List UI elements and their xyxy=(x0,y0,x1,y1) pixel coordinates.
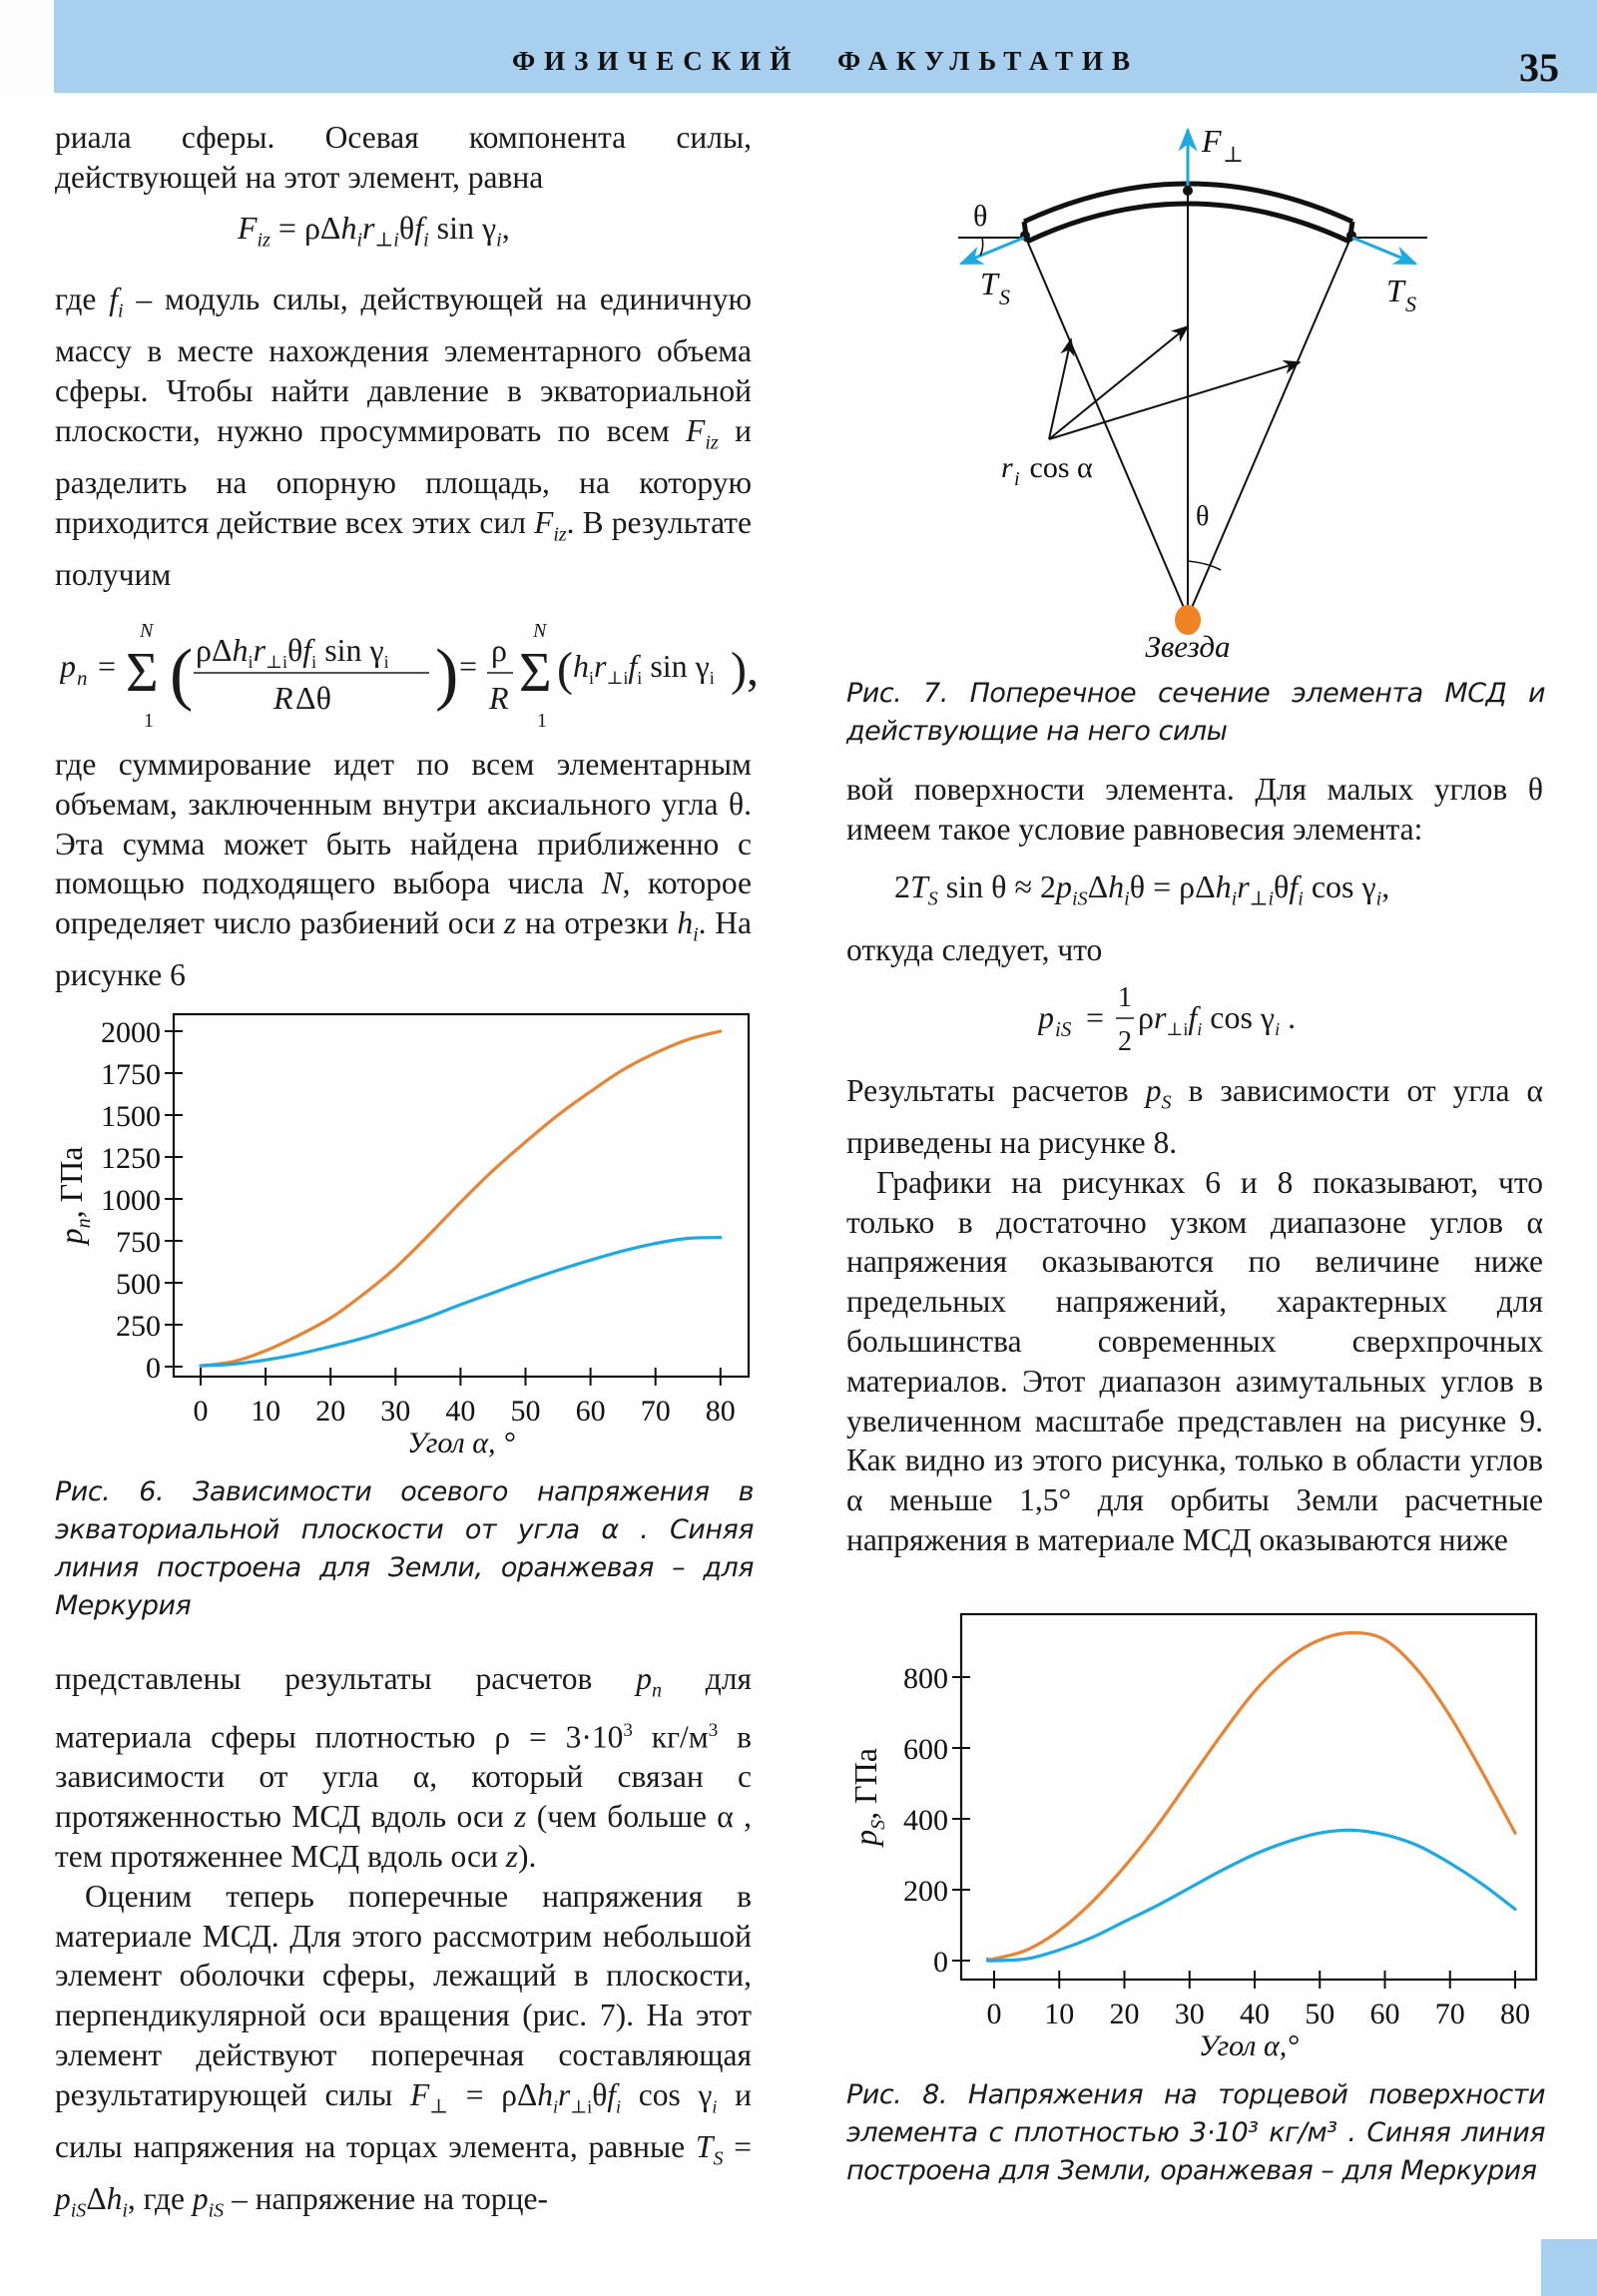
svg-text:p: p xyxy=(60,648,76,684)
svg-text:Звезда: Звезда xyxy=(1145,629,1231,664)
x-tick-label: 20 xyxy=(1109,1998,1140,2030)
svg-text:N: N xyxy=(140,620,154,642)
svg-text:),: ), xyxy=(731,643,759,696)
y-tick-label: 1500 xyxy=(101,1100,161,1133)
svg-text:⊥: ⊥ xyxy=(1223,142,1244,167)
series-line-mercury xyxy=(987,1633,1515,1960)
x-tick-label: 50 xyxy=(1305,1998,1335,2030)
svg-text:T: T xyxy=(1386,273,1404,308)
y-tick-label: 0 xyxy=(146,1352,161,1385)
svg-text:Δθ: Δθ xyxy=(295,680,331,716)
plot-frame xyxy=(961,1614,1536,1980)
svg-text:Σ: Σ xyxy=(519,642,552,704)
y-tick-label: 1000 xyxy=(101,1184,161,1217)
figure-6-caption: Рис. 6. Зависимости осевого напряжения в экваториальной плоскости от угла α . Синяя линия построена для Земли, оранжевая – для Меркурия xyxy=(55,1476,754,1621)
svg-text:r: r xyxy=(1001,451,1013,484)
figure-7-caption: Рис. 7. Поперечное сечение элемента МСД и действующие на него силы xyxy=(846,678,1545,747)
y-tick-label: 250 xyxy=(116,1310,161,1343)
paragraph-6: вой поверхности элемента. Для малых углов θ имеем такое условие равновесия элемента: xyxy=(846,772,1543,847)
svg-text:R: R xyxy=(489,680,509,716)
x-tick-label: 0 xyxy=(193,1395,209,1428)
corner-marker xyxy=(1541,2239,1597,2296)
x-tick-label: 50 xyxy=(510,1395,541,1428)
svg-text:=: = xyxy=(98,648,117,684)
y-tick-label: 800 xyxy=(903,1662,948,1695)
svg-text:1: 1 xyxy=(144,710,154,732)
paragraph-3: где суммирование идет по всем элементарным объемам, заключенным внутри аксиального угла θ. Эта сумма может быть найдена приближенно с помощью подходящего выбора числа N, которое определяет число разбиений оси z на отрезки $h_i$. На рисунке 6 xyxy=(55,747,753,993)
x-tick-label: 40 xyxy=(1240,1998,1270,2030)
svg-text:S: S xyxy=(1405,291,1416,316)
svg-text:θ: θ xyxy=(1196,501,1210,532)
x-tick-label: 60 xyxy=(1369,1998,1400,2030)
y-tick-label: 400 xyxy=(903,1804,948,1837)
svg-text:(: ( xyxy=(557,643,573,696)
svg-text:n: n xyxy=(77,666,88,690)
paragraph-8: Результаты расчетов $p_S$ в зависимости от угла α приведены на рисунке 8. Графики на рисунках 6 и 8 показывают, что только в достаточно узком диапазоне углов α напряжения оказываются по величине ниже предельных напряжений, характерных для большинства современных сверхпрочных материалов. Этот диапазон азимутальных углов в увеличенном масштабе представлен на рисунке 9. Как видно из этого рисунка, только в области углов α меньше 1,5° для орбиты Земли расчетные напряжения в материале МСД оказываются ниже xyxy=(846,1071,1543,1560)
svg-text:F: F xyxy=(1202,123,1222,159)
svg-text:cos α: cos α xyxy=(1022,451,1093,484)
svg-text:(: ( xyxy=(170,636,194,713)
svg-text:N: N xyxy=(533,620,547,642)
svg-text:S: S xyxy=(999,285,1010,309)
svg-text:): ) xyxy=(435,636,459,713)
svg-text:T: T xyxy=(980,266,998,301)
paragraph-2: где $f_i$ – модуль силы, действующей на единичную массу в месте нахождения элементарного объема сферы. Чтобы найти давление в экваториальной плоскости, нужно просуммировать по всем $F_{iz}$ и разделить на опорную площадь, на которую приходится действие всех этих сил $F_{iz}$. В результате получим xyxy=(55,282,753,592)
svg-text:i: i xyxy=(1014,468,1020,490)
y-tick-label: 600 xyxy=(903,1733,948,1766)
x-tick-label: 30 xyxy=(380,1395,411,1428)
y-axis-label: $p_S$, ГПа xyxy=(847,1748,889,1846)
x-tick-label: 10 xyxy=(1044,1998,1075,2030)
equation-equilibrium: $2T_S$ $\sin \theta \approx 2p_{iS}\Delta h_i\theta = \rho\Delta h_ir_{\perp i}\theta f_i$ $\cos \gamma_i$, xyxy=(894,868,1390,910)
svg-text:2: 2 xyxy=(1118,1026,1132,1057)
y-tick-label: 1250 xyxy=(101,1142,161,1175)
y-tick-label: 750 xyxy=(116,1226,161,1259)
running-title: ФИЗИЧЕСКИЙ ФАКУЛЬТАТИВ xyxy=(511,46,1140,76)
y-tick-label: 2000 xyxy=(101,1016,161,1049)
x-tick-label: 70 xyxy=(1434,1998,1465,2030)
x-tick-label: 60 xyxy=(575,1395,606,1428)
x-tick-label: 30 xyxy=(1174,1998,1205,2030)
svg-text:hir⊥ifi sin γi: $h_ir_{\perp i}f_i$ $\sin \gamma_i$ xyxy=(573,648,715,688)
x-tick-label: 10 xyxy=(251,1395,281,1428)
svg-text:ρr⊥ifi cos γi .: $\rho r_{\perp i}f_i$ $\cos \gamma_i$ . xyxy=(1138,999,1297,1039)
svg-text:Σ: Σ xyxy=(126,642,159,704)
x-tick-label: 80 xyxy=(1500,1998,1530,2030)
svg-text:1: 1 xyxy=(537,710,547,732)
y-tick-label: 200 xyxy=(903,1875,948,1908)
x-tick-label: 40 xyxy=(445,1395,476,1428)
svg-text:iS: iS xyxy=(1055,1017,1072,1041)
page-number: 35 xyxy=(1519,45,1559,90)
svg-text:R: R xyxy=(273,680,293,716)
y-tick-label: 500 xyxy=(116,1268,161,1301)
x-tick-label: 80 xyxy=(705,1395,736,1428)
paragraph-text: риала сферы. Осевая компонента силы, действующей на этот элемент, равна xyxy=(55,120,752,195)
svg-text:=: = xyxy=(459,648,478,684)
figure-8-caption: Рис. 8. Напряжения на торцевой поверхности элемента с плотностью 3·10³ кг/м³ . Синяя линия построена для Земли, оранжевая – для Меркурия xyxy=(846,2079,1545,2186)
svg-text:1: 1 xyxy=(1118,982,1132,1013)
svg-text:=: = xyxy=(1086,999,1105,1035)
svg-text:ρΔhir⊥iθfi sin γi: $\rho\Delta h_ir_{\perp i}\theta f_i$ $\sin \gamma_i$ xyxy=(196,632,389,672)
paragraph-9: Графики на рисунках 6 и 8 показывают, что только в достаточно узком диапазоне углов α напряжения оказываются по величине ниже предельных напряжений, характерных для большинства современных сверхпрочных материалов. Этот диапазон азимутальных углов в увеличенном масштабе представлен на рисунке 9. Как видно из этого рисунка, только в области углов α меньше 1,5° для орбиты Земли расчетные напряжения в материале МСД оказываются ниже xyxy=(846,1164,1543,1558)
svg-text:p: p xyxy=(1038,999,1054,1035)
x-axis-label: Угол α,° xyxy=(1198,2029,1300,2062)
y-tick-label: 0 xyxy=(933,1946,948,1979)
paragraph-4: представлены результаты расчетов $p_n$ для материала сферы плотностью $\rho = 3\cdot 10^3$ $кг/м^3$ в зависимости от угла α, который связан с протяженностью МСД вдоль оси z (чем больше α , тем протяженнее МСД вдоль оси z). Оценим теперь поперечные напряжения в материале МСД. Для этого рассмотрим небольшой элемент оболочки сферы, лежащий в плоскости, перпендикулярной оси вращения (рис. 7). На этот элемент действуют поперечная составляющая результатирующей силы $F_\perp = \rho\Delta h_ir_{\perp i}\theta f_i$ $\cos \gamma_i$ и силы напряжения на торцах элемента, равные $T_S = p_{iS}\Delta h_i$, где $p_{iS}$ – напряжение на торце- xyxy=(55,1661,753,2222)
y-axis-label: $p_n$, ГПа xyxy=(53,1146,95,1245)
paragraph-7: откуда следует, что xyxy=(846,932,1103,967)
x-axis-label: Угол α, ° xyxy=(407,1427,515,1459)
svg-text:θ: θ xyxy=(973,200,988,233)
y-tick-label: 1750 xyxy=(101,1058,161,1091)
x-tick-label: 70 xyxy=(640,1395,671,1428)
x-tick-label: 20 xyxy=(315,1395,346,1428)
equation-f-iz: $F_{iz} = \rho\Delta h_ir_{\perp i}\theta f_i$ $\sin \gamma_i$, xyxy=(238,210,510,252)
svg-text:ρ: ρ xyxy=(491,632,507,668)
series-line-earth xyxy=(987,1830,1515,1961)
x-tick-label: 0 xyxy=(986,1998,1002,2030)
